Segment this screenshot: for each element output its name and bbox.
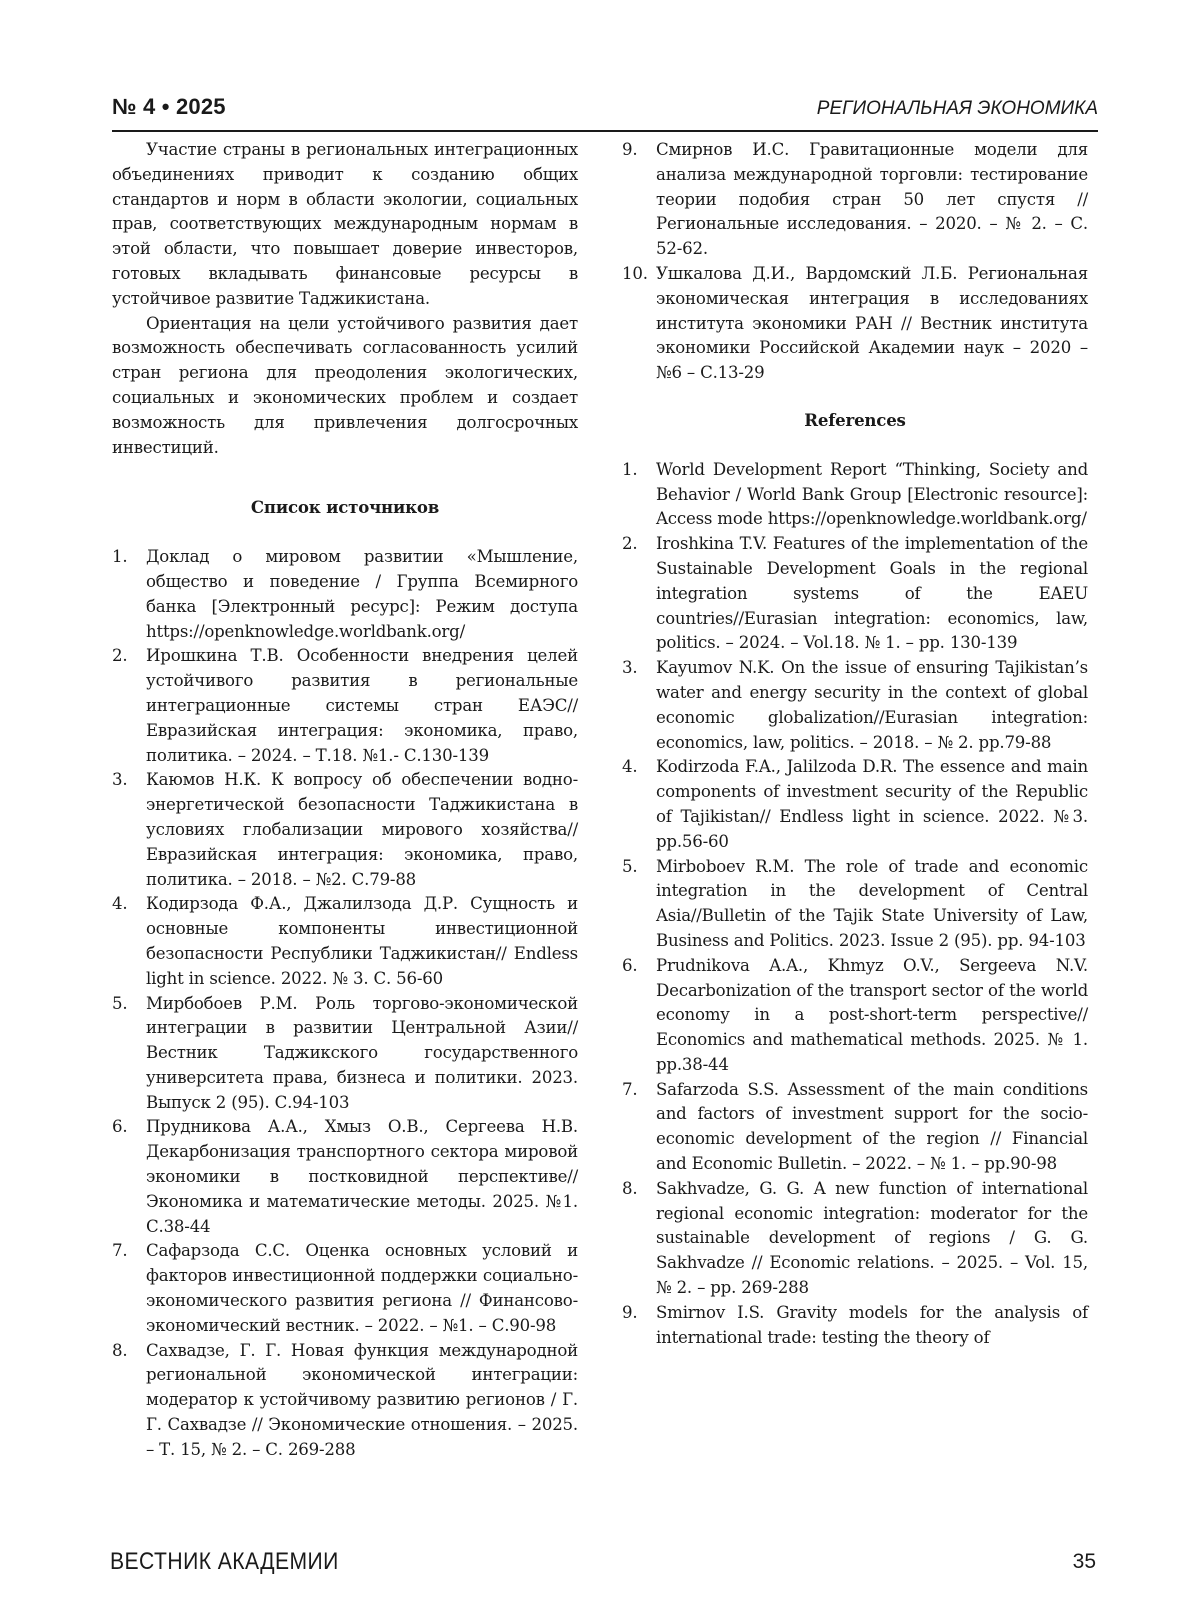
section-title: РЕГИОНАЛЬНАЯ ЭКОНОМИКА <box>816 98 1098 119</box>
body-paragraph: Участие страны в региональных интеграционных объединениях приводит к созданию общих стандартов и норм в области экологии, социальных прав, соответствующих международным нормам в этой области, что повышает доверие инвесторов, готовых вкладывать финансовые ресурсы в устойчивое развитие Таджикистана. <box>112 140 578 308</box>
reference-item <box>622 1177 1088 1301</box>
reference-item <box>622 855 1088 954</box>
source-number: 4. <box>112 894 128 914</box>
source-text: Смирнов И.С. Гравитационные модели для анализа международной торговли: тестирование теории подобия стран 50 лет спустя // Региональные исследования. – 2020. – № 2. – С. 52-62. <box>656 140 1088 259</box>
source-text: Прудникова А.А., Хмыз О.В., Сергеева Н.В. Декарбонизация транспортного сектора мировой экономики в постковидной перспективе// Экономика и математические методы. 2025. №1. С.38-44 <box>146 1117 578 1236</box>
reference-item <box>622 755 1088 854</box>
reference-number: 9. <box>622 1302 638 1322</box>
issue-number: № 4 • 2025 <box>112 94 226 119</box>
reference-number: 3. <box>622 658 638 678</box>
source-number: 3. <box>112 770 128 790</box>
page-number: 35 <box>1072 1550 1096 1573</box>
source-text: Сахвадзе, Г. Г. Новая функция международной региональной экономической интеграции: модератор к устойчивому развитию регионов / Г. Г. Сахвадзе // Экономические отношения. – 2025. – Т. 15, № 2. – С. 269-288 <box>146 1340 578 1459</box>
source-text: Ирошкина Т.В. Особенности внедрения целей устойчивого развития в региональные интеграционные системы стран ЕАЭС//Евразийская интеграция: экономика, право, политика. – 2024. – Т.18. №1.- С.130-139 <box>146 646 578 765</box>
source-item <box>112 545 578 644</box>
source-number: 9. <box>622 140 638 159</box>
source-text: Каюмов Н.К. К вопросу об обеспечении водно-энергетической безопасности Таджикистана в условиях глобализации мирового хозяйства//Евразийская интеграция: экономика, право, политика. – 2018. – №2. С.79-88 <box>146 770 578 889</box>
reference-number: 6. <box>622 955 638 975</box>
reference-number: 8. <box>622 1178 638 1198</box>
reference-number: 2. <box>622 534 638 554</box>
body-paragraph: Ориентация на цели устойчивого развития дает возможность обеспечивать согласованность усилий стран региона для преодоления экологических, социальных и экономических проблем и создает возможность для привлечения долгосрочных инвестиций. <box>112 313 578 457</box>
source-item <box>622 262 1088 386</box>
references-heading: References <box>804 409 906 430</box>
reference-text: Iroshkina T.V. Features of the implementation of the Sustainable Development Goals in the regional integration systems of the EAEU countries//Eurasian integration: economics, law, politics. – 2024. – Vol.18. № 1. – pp. 130-139 <box>656 534 1088 653</box>
reference-number: 1. <box>622 459 638 479</box>
source-item <box>112 1115 578 1239</box>
reference-item <box>622 1301 1088 1351</box>
reference-text: Smirnov I.S. Gravity models for the analysis of international trade: testing the theory of <box>656 1302 1088 1347</box>
source-number: 6. <box>112 1117 128 1137</box>
journal-name: ВЕСТНИК АКАДЕМИИ <box>110 1548 339 1575</box>
source-text: Кодирзода Ф.А., Джалилзода Д.Р. Сущность и основные компоненты инвестиционной безопасности Республики Таджикистан// Endless light in science. 2022. № 3. С. 56-60 <box>146 894 578 988</box>
reference-item <box>622 532 1088 656</box>
reference-number: 5. <box>622 856 638 876</box>
source-item <box>112 1339 578 1463</box>
references-list <box>622 458 1088 1351</box>
reference-text: World Development Report “Thinking, Society and Behavior / World Bank Group [Electronic resource]: Access mode https://openknowledge.worldbank.org/ <box>656 459 1088 529</box>
source-item <box>112 768 578 892</box>
reference-number: 4. <box>622 757 638 777</box>
source-item <box>112 1239 578 1338</box>
source-number: 8. <box>112 1340 128 1360</box>
source-item <box>622 138 1088 262</box>
left-column <box>112 138 578 1463</box>
reference-text: Prudnikova A.A., Khmyz O.V., Sergeeva N.V. Decarbonization of the transport sector of the world economy in a post-short-term perspective// Economics and mathematical methods. 2025. № 1. pp.38-44 <box>656 955 1088 1074</box>
reference-text: Sakhvadze, G. G. A new function of international regional economic integration: moderator for the sustainable development of regions / G. G. Sakhvadze // Economic relations. – 2025. – Vol. 15, № 2. – pp. 269-288 <box>656 1178 1088 1298</box>
reference-item <box>622 954 1088 1078</box>
right-column <box>622 138 1088 1350</box>
source-number: 1. <box>112 547 128 567</box>
source-text: Сафарзода С.С. Оценка основных условий и факторов инвестиционной поддержки социально-экономического развития региона // Финансово-экономический вестник. – 2022. – №1. – С.90-98 <box>146 1241 578 1335</box>
source-number: 10. <box>622 263 648 283</box>
source-item <box>112 644 578 768</box>
reference-item <box>622 1078 1088 1177</box>
reference-item <box>622 656 1088 755</box>
reference-text: Kodirzoda F.A., Jalilzoda D.R. The essence and main components of investment security of the Republic of Tajikistan// Endless light in science. 2022. №3. pp.56-60 <box>656 757 1088 851</box>
source-text: Мирбобоев Р.М. Роль торгово-экономической интеграции в развитии Центральной Азии//Вестник Таджикского государственного университета права, бизнеса и политики. 2023. Выпуск 2 (95). С.94-103 <box>146 993 578 1112</box>
sources-list-continued <box>622 138 1088 386</box>
source-text: Доклад о мировом развитии «Мышление, общество и поведение / Группа Всемирного банка [Электронный ресурс]: Режим доступа https://openknowledge.worldbank.org/ <box>146 547 578 641</box>
reference-text: Safarzoda S.S. Assessment of the main conditions and factors of investment support for the socio-economic development of the region // Financial and Economic Bulletin. – 2022. – № 1. – pp.90-98 <box>656 1079 1088 1174</box>
source-number: 5. <box>112 993 128 1013</box>
source-item <box>112 992 578 1116</box>
source-item <box>112 892 578 991</box>
sources-heading: Список источников <box>250 497 440 518</box>
source-number: 2. <box>112 646 128 666</box>
reference-text: Kayumov N.K. On the issue of ensuring Tajikistan’s water and energy security in the context of global economic globalization//Eurasian integration: economics, law, politics. – 2018. – № 2. pp.79-88 <box>656 658 1088 752</box>
reference-text: Mirboboev R.M. The role of trade and economic integration in the development of Central Asia//Bulletin of the Tajik State University of Law, Business and Politics. 2023. Issue 2 (95). pp. 94-103 <box>656 856 1088 950</box>
reference-number: 7. <box>622 1079 638 1099</box>
reference-item <box>622 458 1088 532</box>
sources-list <box>112 545 578 1462</box>
source-number: 7. <box>112 1241 128 1261</box>
page-header <box>112 92 1098 132</box>
source-text: Ушкалова Д.И., Вардомский Л.Б. Региональная экономическая интеграция в исследованиях института экономики РАН // Вестник института экономики Российской Академии наук – 2020 – №6 – С.13-29 <box>656 263 1088 383</box>
